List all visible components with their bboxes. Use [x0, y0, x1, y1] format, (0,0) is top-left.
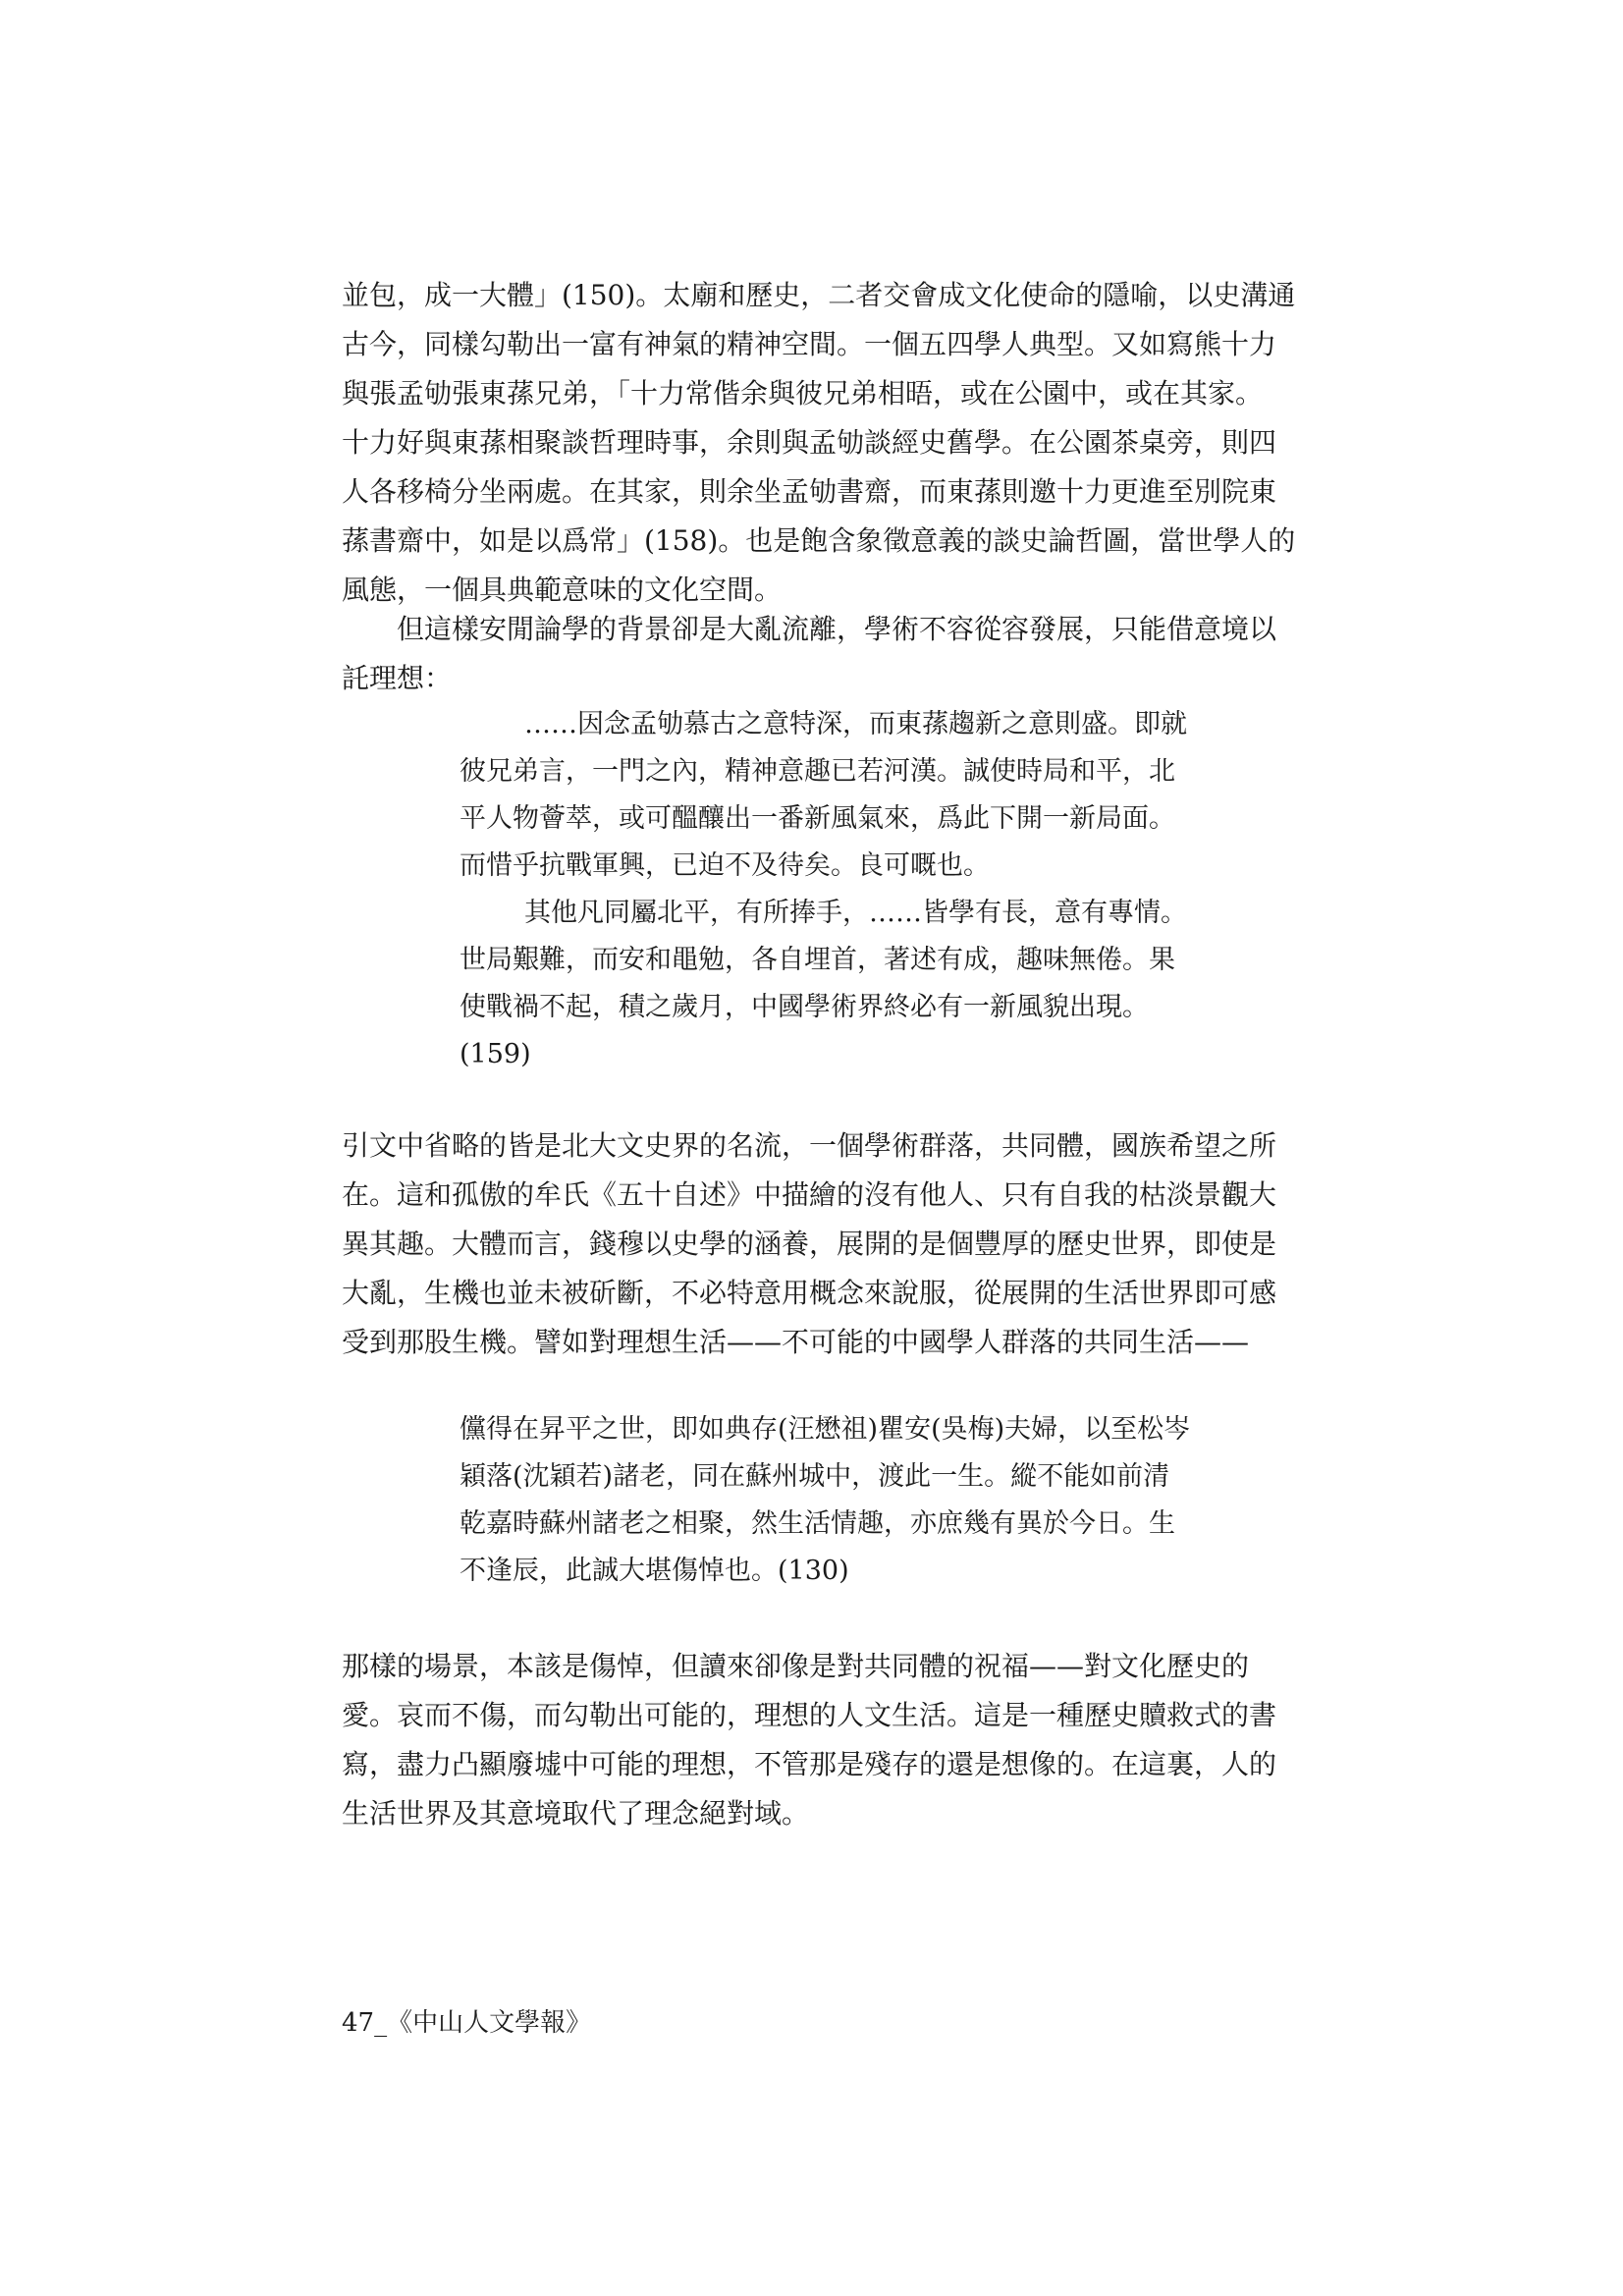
quote-line: 而惜乎抗戰軍興，已迫不及待矣。良可嘅也。 [460, 850, 990, 881]
paragraph-1 [342, 271, 1299, 615]
quote-line: 世局艱難，而安和黽勉，各自埋首，著述有成，趣味無倦。果 [460, 945, 1175, 975]
paragraph-line: 異其趣。大體而言，錢穆以史學的涵養，展開的是個豐厚的歷史世界，即使是 [342, 1228, 1277, 1260]
paragraph-line: 十力好與東蓀相聚談哲理時事，余則與孟劬談經史舊學。在公園茶桌旁，則四 [342, 426, 1277, 459]
paragraph-line: 風態，一個具典範意味的文化空間。 [342, 574, 783, 606]
paragraph-line: 並包，成一大體」(150)。太廟和歷史，二者交會成文化使命的隱喻，以史溝通 [342, 279, 1296, 311]
paragraph-line: 在。這和孤傲的牟氏《五十自述》中描繪的沒有他人、只有自我的枯淡景觀大 [342, 1178, 1277, 1211]
page-number-label: 47_《中山人文學報》 [342, 2008, 592, 2038]
paragraph-line: 引文中省略的皆是北大文史界的名流，一個學術群落，共同體，國族希望之所 [342, 1129, 1277, 1162]
quote-line: 使戰禍不起，積之歲月，中國學術界終必有一新風貌出現。 [460, 992, 1149, 1022]
paragraph-line: 託理想： [342, 662, 453, 694]
paragraph-3 [342, 1121, 1299, 1367]
paragraph-4 [342, 1642, 1299, 1838]
block-quote-2 [460, 1406, 1225, 1595]
quote-line: 其他凡同屬北平，有所捧手，……皆學有長，意有專情。 [524, 898, 1187, 928]
quote-line: 穎落(沈穎若)諸老，同在蘇州城中，渡此一生。縱不能如前清 [460, 1461, 1170, 1492]
quote-line: 儻得在昇平之世，即如典存(汪懋祖)瞿安(吳梅)夫婦，以至松岑 [460, 1414, 1191, 1445]
quote-line: 不逢辰，此誠大堪傷悼也。(130) [460, 1556, 849, 1586]
paragraph-line: 與張孟劬張東蓀兄弟，「十力常偕余與彼兄弟相晤，或在公園中，或在其家。 [342, 377, 1264, 410]
quote-line: 乾嘉時蘇州諸老之相聚，然生活情趣，亦庶幾有異於今日。生 [460, 1508, 1175, 1539]
paragraph-line: 大亂，生機也並未被斫斷，不必特意用概念來說服，從展開的生活世界即可感 [342, 1277, 1277, 1309]
paragraph-line: 但這樣安閒論學的背景卻是大亂流離，學術不容從容發展，只能借意境以 [397, 613, 1277, 645]
quote-line: 平人物薈萃，或可醞釀出一番新風氣來，爲此下開一新局面。 [460, 803, 1175, 834]
paragraph-line: 人各移椅分坐兩處。在其家，則余坐孟劬書齋，而東蓀則邀十力更進至別院東 [342, 475, 1277, 508]
quote-line: 彼兄弟言，一門之內，精神意趣已若河漢。誠使時局和平，北 [460, 756, 1175, 787]
paragraph-line: 蓀書齋中，如是以爲常」(158)。也是飽含象徵意義的談史論哲圖，當世學人的 [342, 524, 1296, 557]
paragraph-line: 愛。哀而不傷，而勾勒出可能的，理想的人文生活。這是一種歷史贖救式的書 [342, 1699, 1277, 1731]
paragraph-line: 受到那股生機。譬如對理想生活——不可能的中國學人群落的共同生活—— [342, 1326, 1250, 1358]
block-quote-1 [460, 701, 1225, 1078]
paragraph-line: 生活世界及其意境取代了理念絕對域。 [342, 1797, 810, 1830]
paragraph-line: 古今，同樣勾勒出一富有神氣的精神空間。一個五四學人典型。又如寫熊十力 [342, 328, 1277, 360]
paragraph-line: 寫，盡力凸顯廢墟中可能的理想，不管那是殘存的還是想像的。在這裏，人的 [342, 1748, 1277, 1780]
paragraph-line: 那樣的場景，本該是傷悼，但讀來卻像是對共同體的祝福——對文化歷史的 [342, 1650, 1250, 1682]
quote-citation: (159) [460, 1039, 531, 1069]
page-footer [342, 2003, 591, 2043]
quote-line: ……因念孟劬慕古之意特深，而東蓀趨新之意則盛。即就 [524, 709, 1187, 739]
paragraph-2 [342, 605, 1299, 703]
